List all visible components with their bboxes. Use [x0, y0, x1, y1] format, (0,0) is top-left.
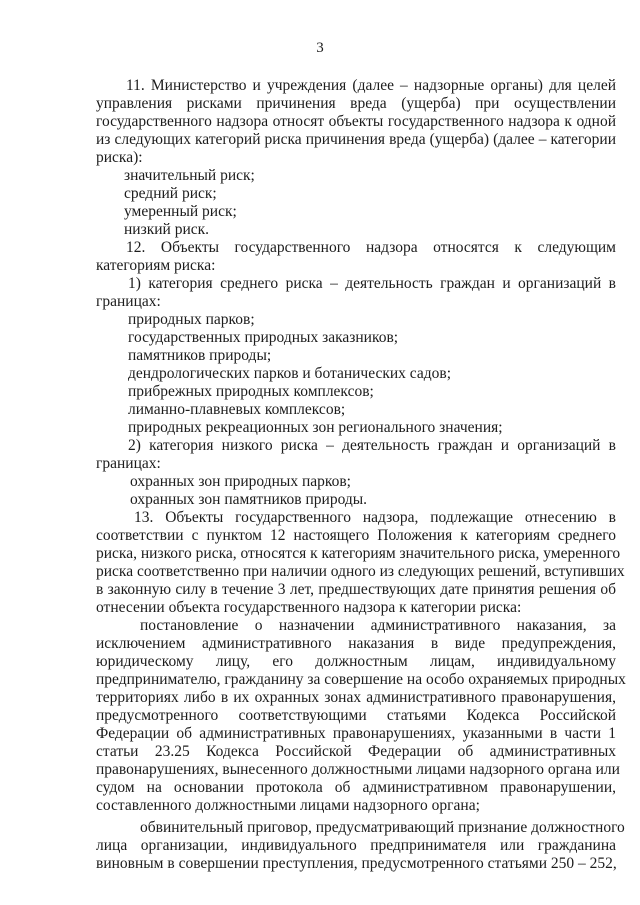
- paragraph-11-line: риска):: [96, 149, 143, 166]
- paragraph-12-line: категориям риска:: [96, 257, 216, 274]
- list-item: государственных природных заказников;: [128, 329, 399, 346]
- list-item: умеренный риск;: [124, 203, 237, 220]
- decision-paragraph-line: Федерации об административных правонарушениях, указанными в части 1: [96, 725, 616, 742]
- list-item: охранных зон памятников природы.: [130, 491, 368, 508]
- paragraph-11-line: из следующих категорий риска причинения вреда (ущерба) (далее – категории: [96, 131, 616, 148]
- verdict-paragraph-line: лица организации, индивидуального предпринимателя или гражданина: [96, 837, 616, 854]
- list-item: природных рекреационных зон регионального значения;: [128, 419, 503, 436]
- paragraph-11-line: управления рисками причинения вреда (ущерба) при осуществлении: [96, 95, 616, 112]
- decision-paragraph-line: территориях либо в их охранных зонах административного правонарушения,: [96, 689, 616, 706]
- verdict-paragraph-line: обвинительный приговор, предусматривающий признание должностного: [140, 819, 625, 836]
- paragraph-12-line: 12. Объекты государственного надзора относятся к следующим: [126, 239, 616, 256]
- list-item: охранных зон природных парков;: [130, 473, 351, 490]
- subparagraph-1-line: 1) категория среднего риска – деятельность граждан и организаций в: [128, 275, 616, 292]
- list-item: низкий риск.: [124, 221, 210, 238]
- paragraph-13-line: отнесении объекта государственного надзора к категории риска:: [96, 599, 522, 616]
- page-number: 3: [316, 40, 324, 56]
- decision-paragraph-line: правонарушениях, вынесенного должностными лицами надзорного органа или: [96, 761, 620, 778]
- subparagraph-2-line: 2) категория низкого риска – деятельность граждан и организаций в: [128, 437, 616, 454]
- verdict-paragraph-line: виновным в совершении преступления, предусмотренного статьями 250 – 252,: [96, 855, 617, 872]
- decision-paragraph-line: составленного должностными лицами надзорного органа;: [96, 797, 480, 814]
- list-item: лиманно-плавневых комплексов;: [128, 401, 346, 418]
- decision-paragraph-line: статьи 23.25 Кодекса Российской Федерации об административных: [96, 743, 616, 760]
- decision-paragraph-line: предпринимателю, гражданину за совершение на особо охраняемых природных: [96, 671, 626, 688]
- paragraph-13-line: риска соответственно при наличии одного из следующих решений, вступивших: [96, 563, 625, 580]
- decision-paragraph-line: предусмотренного соответствующими статьями Кодекса Российской: [96, 707, 616, 724]
- subparagraph-2-line: границах:: [96, 455, 161, 472]
- list-item: значительный риск;: [124, 167, 255, 184]
- subparagraph-1-line: границах:: [96, 293, 161, 310]
- list-item: природных парков;: [128, 311, 255, 328]
- paragraph-13-line: в законную силу в течение 3 лет, предшествующих дате принятия решения об: [96, 581, 616, 598]
- paragraph-13-line: 13. Объекты государственного надзора, подлежащие отнесению в: [134, 509, 616, 526]
- paragraph-13-line: риска, низкого риска, относятся к категориям значительного риска, умеренного: [96, 545, 621, 562]
- paragraph-11-line: 11. Министерство и учреждения (далее – надзорные органы) для целей: [126, 77, 616, 94]
- list-item: средний риск;: [124, 185, 217, 202]
- decision-paragraph-line: судом на основании протокола об административном правонарушении,: [96, 779, 616, 796]
- list-item: памятников природы;: [128, 347, 272, 364]
- list-item: прибрежных природных комплексов;: [128, 383, 374, 400]
- paragraph-13-line: соответствии с пунктом 12 настоящего Положения к категориям среднего: [96, 527, 616, 544]
- decision-paragraph-line: постановление о назначении административного наказания, за: [140, 617, 616, 634]
- decision-paragraph-line: юридическому лицу, его должностным лицам, индивидуальному: [96, 653, 616, 670]
- decision-paragraph-line: исключением административного наказания в виде предупреждения,: [96, 635, 616, 652]
- list-item: дендрологических парков и ботанических садов;: [128, 365, 452, 382]
- paragraph-11-line: государственного надзора относят объекты государственного надзора к одной: [96, 113, 616, 130]
